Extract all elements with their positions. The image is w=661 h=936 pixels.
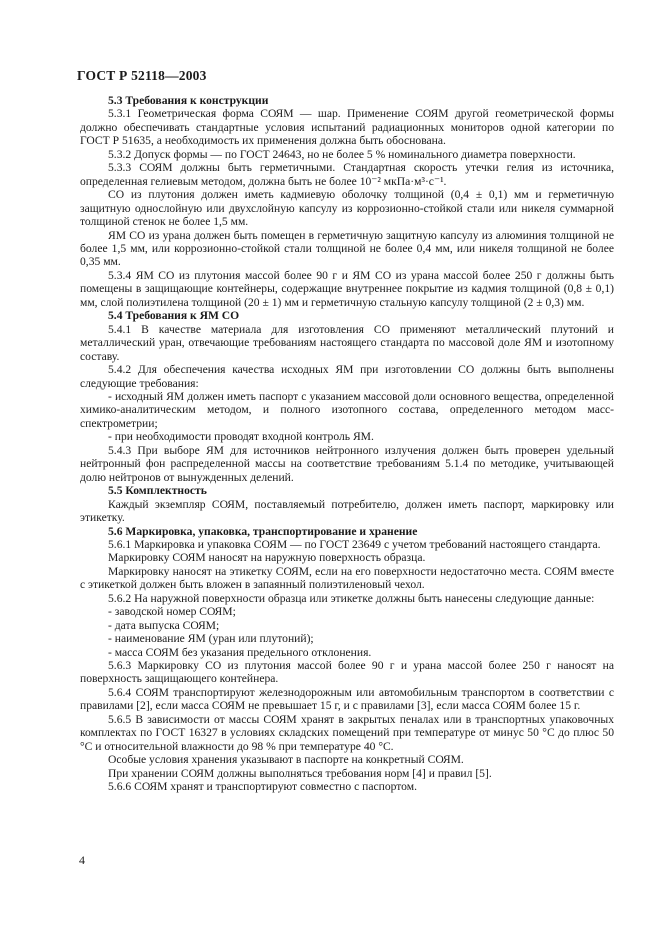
section-heading: 5.6 Маркировка, упаковка, транспортирование и хранение (108, 524, 418, 538)
paragraph: 5.6.6 СОЯМ хранят и транспортируют совместно с паспортом. (108, 780, 417, 794)
paragraph: 5.6.3 Маркировку СО из плутония массой более 90 г и урана массой более 250 г наносят на поверхность защищающего контейнера. (80, 659, 614, 686)
paragraph: СО из плутония должен иметь кадмиевую оболочку толщиной (0,4 ± 0,1) мм и герметичную защитную однослойную или двухслойную капсулу из коррозионно-стойкой стали или никеля суммарной толщиной стенок не более 1,5 мм. (80, 188, 614, 229)
page-number: 4 (79, 853, 85, 867)
paragraph: - заводской номер СОЯМ; (108, 605, 236, 619)
paragraph: - наименование ЯМ (уран или плутоний); (108, 632, 314, 646)
document-body (80, 94, 614, 794)
paragraph: При хранении СОЯМ должны выполняться требования норм [4] и правил [5]. (108, 766, 492, 780)
paragraph: Каждый экземпляр СОЯМ, поставляемый потребителю, должен иметь паспорт, маркировку или этикетку. (80, 497, 614, 525)
paragraph: 5.3.4 ЯМ СО из плутония массой более 90 г и ЯМ СО из урана массой более 250 г должны быть помещены в защищающие контейнеры, содержащие внутреннее покрытие из кадмия толщиной (0,8 ± 0,1) мм, слой полиэтилена толщиной (20 ± 1) мм и герметичную стальную капсулу толщиной (2 ± 0,3) мм. (80, 268, 614, 309)
paragraph: Особые условия хранения указывают в паспорте на конкретный СОЯМ. (108, 753, 464, 767)
paragraph: ЯМ СО из урана должен быть помещен в герметичную защитную капсулу из алюминия толщиной не более 1,5 мм, или коррозионно-стойкой стали толщиной не более 0,4 мм, или никеля толщиной не более 0,35 мм. (80, 228, 614, 269)
paragraph: 5.6.4 СОЯМ транспортируют железнодорожным или автомобильным транспортом в соответствии с правилами [2], если масса СОЯМ не превышает 15 г, и с правилами [3], если масса СОЯМ более 15 г. (80, 685, 614, 713)
paragraph: 5.6.5 В зависимости от массы СОЯМ хранят в закрытых пеналах или в транспортных упаковочных комплектах по ГОСТ 16327 в условиях складских помещений при температуре от минус 50 °С до плюс 50 °С и относительной влажности до 98 % при температуре 40 °С. (80, 712, 614, 753)
paragraph: Маркировку СОЯМ наносят на наружную поверхность образца. (108, 551, 426, 565)
paragraph: 5.6.1 Маркировка и упаковка СОЯМ — по ГОСТ 23649 с учетом требований настоящего стандарта. (108, 537, 601, 551)
paragraph: 5.4.1 В качестве материала для изготовления СО применяют металлический плутоний и металлический уран, отвечающие требованиям настоящего стандарта по массовой доле ЯМ и изотопному составу. (80, 322, 614, 363)
paragraph: - дата выпуска СОЯМ; (108, 618, 220, 632)
paragraph: 5.3.3 СОЯМ должны быть герметичными. Стандартная скорость утечки гелия из источника, определенная гелиевым методом, должна быть не более 10⁻² мкПа·м³·с⁻¹. (80, 161, 614, 188)
paragraph: - при необходимости проводят входной контроль ЯМ. (108, 430, 374, 444)
document-header: ГОСТ Р 52118—2003 (77, 68, 207, 83)
paragraph: 5.4.3 При выборе ЯМ для источников нейтронного излучения должен быть проверен удельный нейтронный фон распределенной массы на соответствие требованиям 5.1.4 по методике, учитывающей долю нейтронов от вынужденных делений. (80, 443, 614, 484)
section-heading: 5.3 Требования к конструкции (108, 94, 269, 107)
paragraph: 5.3.1 Геометрическая форма СОЯМ — шар. Применение СОЯМ другой геометрической формы должно обеспечивать стандартные условия испытаний радиационных мониторов одной категории по ГОСТ Р 51635, а необходимость их применения должна быть обоснована. (80, 107, 614, 148)
section-heading: 5.5 Комплектность (108, 484, 207, 498)
paragraph: 5.6.2 На наружной поверхности образца или этикетке должны быть нанесены следующие данные: (108, 591, 595, 605)
paragraph: - исходный ЯМ должен иметь паспорт с указанием массовой доли основного вещества, определенной химико-аналитическим методом, и полного изотопного состава, определенного методом масс-спектрометрии; (80, 389, 614, 430)
paragraph: 5.3.2 Допуск формы — по ГОСТ 24643, но не более 5 % номинального диаметра поверхности. (108, 147, 576, 161)
paragraph: Маркировку наносят на этикетку СОЯМ, если на его поверхности недостаточно места. СОЯМ вместе с этикеткой должен быть вложен в запаянный полиэтиленовый чехол. (80, 564, 614, 592)
section-heading: 5.4 Требования к ЯМ СО (108, 309, 240, 323)
paragraph: 5.4.2 Для обеспечения качества исходных ЯМ при изготовлении СО должны быть выполнены следующие требования: (80, 363, 614, 390)
paragraph: - масса СОЯМ без указания предельного отклонения. (108, 645, 372, 659)
